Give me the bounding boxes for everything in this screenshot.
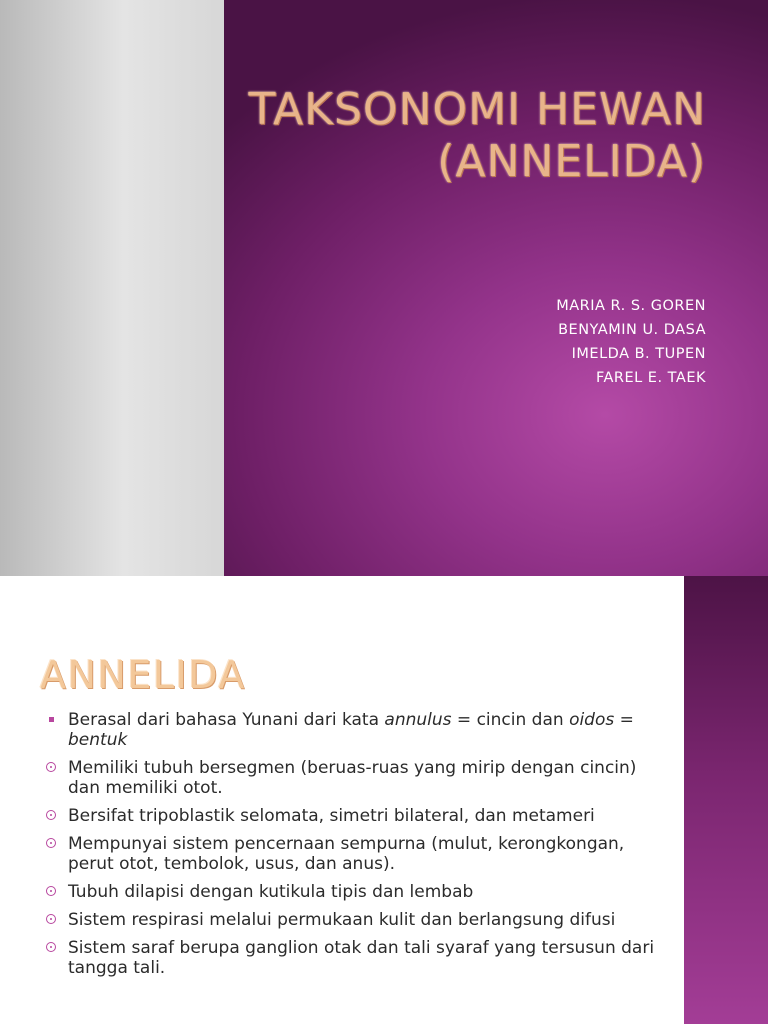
list-item-text: = cincin dan: [451, 710, 570, 730]
list-item: [46, 834, 666, 874]
author-name: MARIA R. S. GOREN: [556, 298, 706, 314]
square-bullet-icon: [49, 717, 54, 722]
slide-title: [249, 84, 706, 188]
list-item-text: Sistem saraf berupa ganglion otak dan tali syaraf yang tersusun dari tangga tali.: [68, 938, 655, 978]
list-item: [46, 806, 666, 826]
author-name: FAREL E. TAEK: [595, 370, 706, 386]
slide-heading: ANNELIDA: [40, 653, 246, 697]
circle-bullet-icon: [46, 914, 56, 924]
purple-side-bar: [684, 576, 768, 1024]
title-line-2: (ANNELIDA): [437, 136, 706, 187]
list-item: [46, 710, 666, 750]
list-item-text: Memiliki tubuh bersegmen (beruas-ruas yang mirip dengan cincin) dan memiliki otot.: [68, 758, 637, 798]
list-item-text: Mempunyai sistem pencernaan sempurna (mulut, kerongkongan, perut otot, tembolok, usus, dan anus).: [68, 834, 625, 874]
content-slide: [0, 576, 768, 1024]
list-item-text-italic: oidos = bentuk: [68, 710, 634, 750]
circle-bullet-icon: [46, 762, 56, 772]
circle-bullet-icon: [46, 942, 56, 952]
list-item: [46, 910, 666, 930]
author-name: BENYAMIN U. DASA: [558, 322, 706, 338]
list-item: [46, 758, 666, 798]
author-name: IMELDA B. TUPEN: [571, 346, 706, 362]
list-item-text: Sistem respirasi melalui permukaan kulit dan berlangsung difusi: [68, 910, 616, 930]
circle-bullet-icon: [46, 838, 56, 848]
circle-bullet-icon: [46, 810, 56, 820]
bullet-list: [46, 710, 666, 986]
gray-side-panel: [0, 0, 224, 576]
list-item-text-italic: annulus: [384, 710, 452, 730]
list-item: [46, 882, 666, 902]
author-list: [556, 294, 706, 390]
list-item-text: Bersifat tripoblastik selomata, simetri bilateral, dan metameri: [68, 806, 595, 826]
list-item: [46, 938, 666, 978]
circle-bullet-icon: [46, 886, 56, 896]
list-item-text: Tubuh dilapisi dengan kutikula tipis dan lembab: [68, 882, 474, 902]
title-line-1: TAKSONOMI HEWAN: [248, 84, 706, 135]
list-item-text: Berasal dari bahasa Yunani dari kata: [68, 710, 385, 730]
